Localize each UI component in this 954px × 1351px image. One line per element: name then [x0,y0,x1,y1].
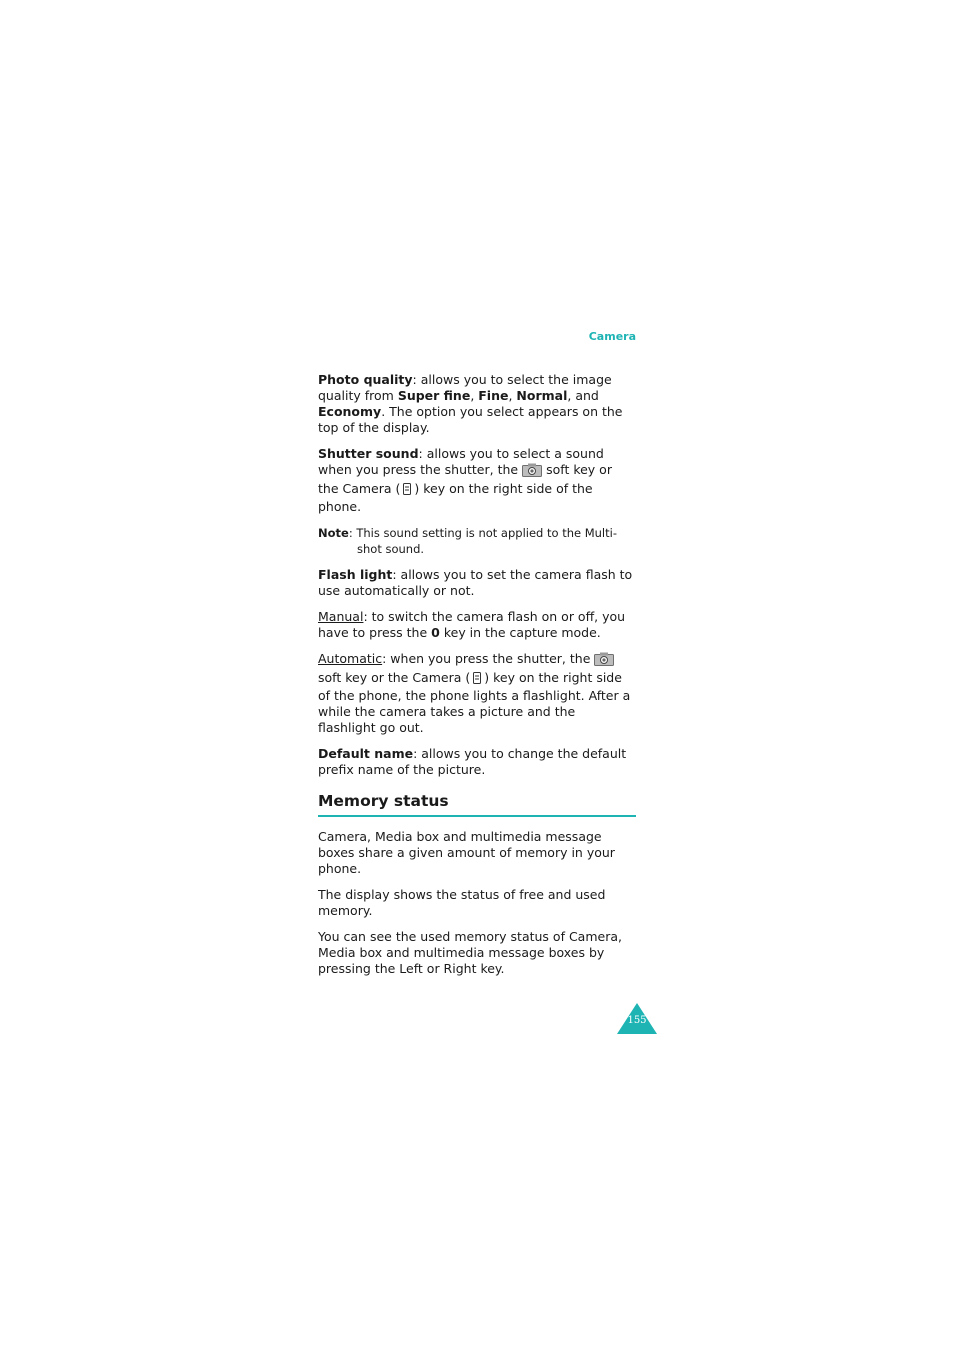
default-name-paragraph [318,746,636,778]
option-super-fine: Super fine [397,388,471,403]
option-economy: Economy [318,404,382,419]
camera-side-key-icon [403,483,411,499]
separator: , [470,388,479,403]
camera-side-key-icon [473,672,481,688]
separator: , and [567,388,599,403]
memory-status-paragraph-2: The display shows the status of free and used memory. [318,887,606,918]
manual-paragraph [318,609,636,641]
photo-quality-paragraph [318,372,636,436]
shutter-sound-paragraph [318,446,636,515]
manual-text-2: key in the capture mode. [439,625,601,640]
note-text: : This sound setting is not applied to the Multi-shot sound. [348,526,617,556]
settings-descriptions [318,372,636,788]
shutter-sound-text-3: ) key on the right side of the phone. [318,481,593,514]
option-normal: Normal [516,388,568,403]
automatic-text-3: ) key on the right side of the phone, the phone lights a flashlight. After a while the camera takes a picture and the flashlight go out. [318,670,631,735]
flash-light-paragraph [318,567,636,599]
photo-quality-text: : allows you to select the image quality from [318,372,612,403]
memory-status-paragraph-3: You can see the used memory status of Camera, Media box and multimedia message boxes by pressing the Left or Right key. [318,929,622,976]
memory-status-body [318,829,636,987]
option-fine: Fine [478,388,509,403]
photo-quality-term: Photo quality [318,372,413,387]
shutter-sound-text: : allows you to select a sound when you press the shutter, the [318,446,604,477]
manual-text: : to switch the camera flash on or off, you have to press the [318,609,626,640]
camera-softkey-icon [594,652,614,670]
manual-term: Manual [318,609,364,624]
flash-light-text: : allows you to set the camera flash to use automatically or not. [318,567,633,598]
note-paragraph [318,525,636,557]
automatic-paragraph [318,651,636,736]
automatic-term: Automatic [318,651,383,666]
shutter-sound-text-2: soft key or the Camera ( [318,462,612,496]
page-number: 155 [627,1015,647,1026]
memory-status-paragraph-1: Camera, Media box and multimedia message boxes share a given amount of memory in your phone. [318,829,615,876]
automatic-text: : when you press the shutter, the [382,651,591,666]
separator: , [508,388,517,403]
automatic-text-2: soft key or the Camera ( [318,670,471,685]
zero-key: 0 [431,625,440,640]
memory-status-heading: Memory status [318,792,636,817]
photo-quality-text-end: . The option you select appears on the top of the display. [318,404,623,435]
section-title: Camera [588,330,636,343]
camera-softkey-icon [522,463,542,481]
shutter-sound-term: Shutter sound [318,446,419,461]
default-name-term: Default name [318,746,414,761]
note-term: Note [318,526,349,540]
flash-light-term: Flash light [318,567,393,582]
default-name-text: : allows you to change the default prefix name of the picture. [318,746,627,777]
